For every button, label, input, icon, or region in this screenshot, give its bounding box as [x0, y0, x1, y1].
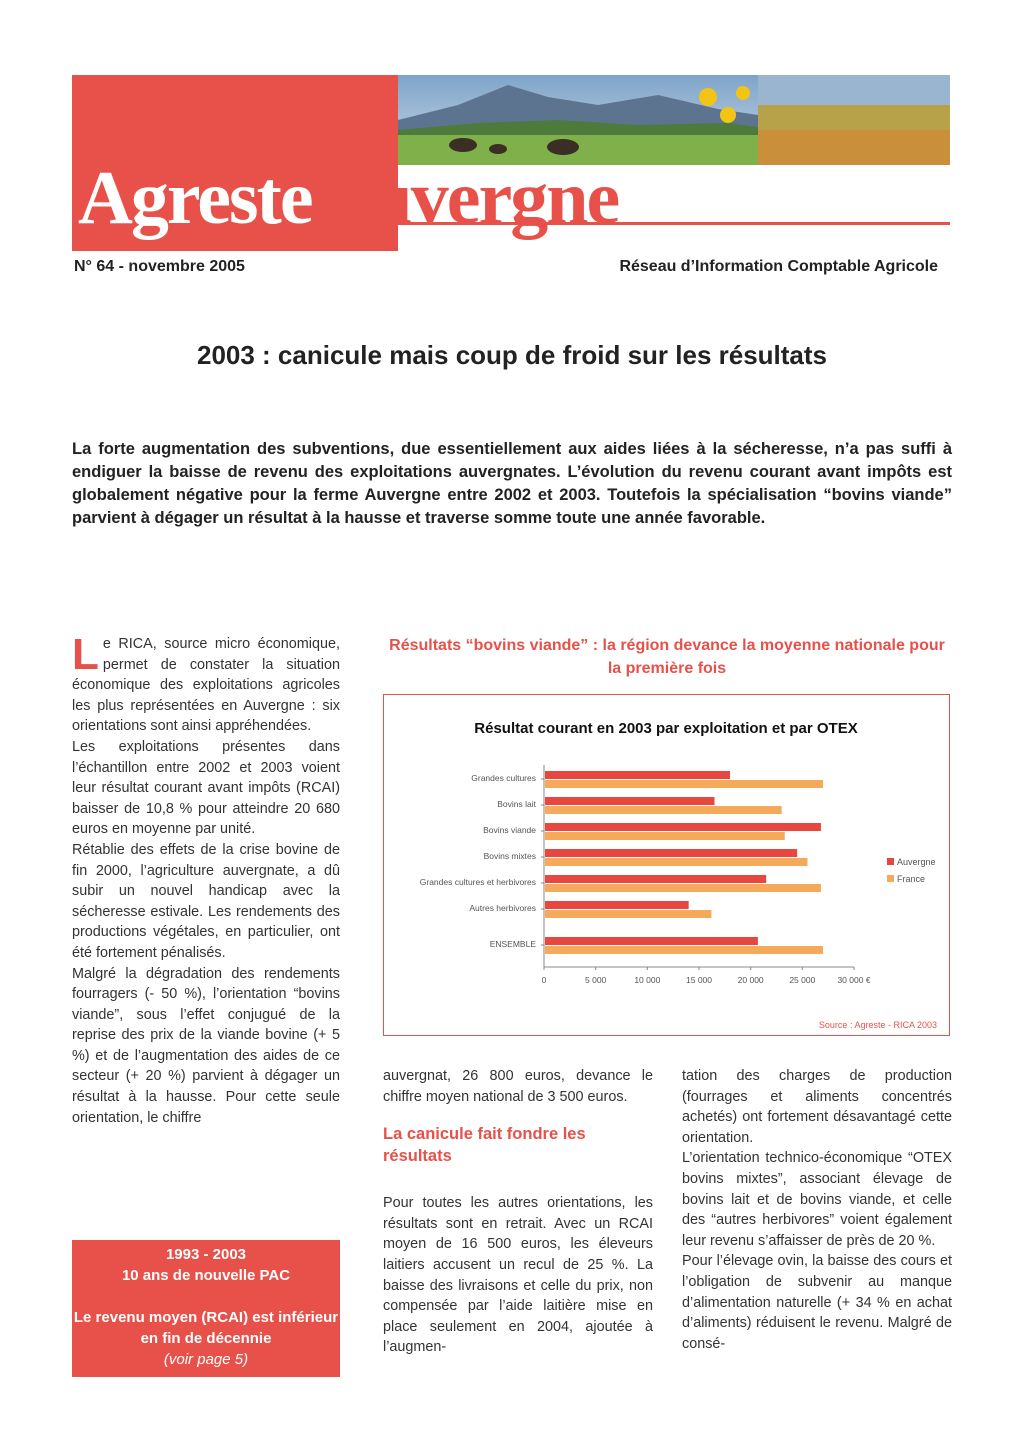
drop-cap: L — [72, 630, 99, 679]
x-tick-label: 30 000 € — [837, 975, 871, 985]
paragraph: tation des charges de production (fourrages et aliments concentrés achetés) ont fortement désavantagé cette orientation. — [682, 1068, 952, 1146]
legend-swatch-auvergne — [887, 858, 894, 865]
pac-box-subtitle: 10 ans de nouvelle PAC — [121, 1267, 291, 1284]
pac-box-years: 1993 - 2003 — [165, 1246, 247, 1263]
category-label: Grandes cultures — [471, 773, 536, 783]
chart-heading: Résultats “bovins viande” : la région devance la moyenne nationale pour la première fois — [389, 637, 945, 677]
bar-france — [545, 858, 808, 866]
legend-label-france: France — [897, 874, 926, 884]
paragraph: auvergnat, 26 800 euros, devance le chiffre moyen national de 3 500 euros. — [383, 1068, 653, 1105]
pac-box-page-link[interactable]: (voir page 5) — [163, 1351, 249, 1368]
x-tick-label: 10 000 — [634, 975, 661, 985]
legend-swatch-france — [887, 875, 894, 882]
paragraph-text: e RICA, source micro économique, permet de constater la situation économique des exploitations agricoles les plus représentées en Auvergne : six orientations sont ainsi appréhendées. — [72, 636, 340, 735]
bar-chart — [384, 695, 949, 1035]
bar-france — [545, 832, 785, 840]
bar-auvergne — [545, 875, 766, 883]
category-label: Grandes cultures et herbivores — [419, 877, 536, 887]
category-label: Bovins mixtes — [483, 851, 536, 861]
bar-france — [545, 946, 823, 954]
bar-france — [545, 806, 782, 814]
chart-frame — [383, 694, 950, 1036]
paragraph: Pour toutes les autres orientations, les résultats sont en retrait. Avec un RCAI moyen de 16 500 euros, les éleveurs laitiers accusent un recul de 25 %. La baisse des livraisons et celle du prix, non compensée par l’aide laitière mise en place seulement en 2004, ajoutée à l’augmen- — [383, 1195, 653, 1356]
bar-auvergne — [545, 901, 689, 909]
issue-number: N° 64 - novembre 2005 — [74, 258, 245, 275]
legend-label-auvergne: Auvergne — [897, 857, 936, 867]
chart-legend — [887, 857, 936, 884]
paragraph: L’orientation technico-économique “OTEX bovins mixtes”, associant élevage de bovins lait et de bovins viande, et celle des “autres herbivores” voient également leur revenu s’affaisser de près de 20 %. — [682, 1150, 952, 1249]
category-label: Autres herbivores — [469, 903, 536, 913]
x-tick-label: 20 000 — [737, 975, 764, 985]
x-tick-label: 5 000 — [585, 975, 607, 985]
article-title: 2003 : canicule mais coup de froid sur les résultats — [196, 340, 828, 370]
x-tick-label: 25 000 — [789, 975, 816, 985]
section-subheading: La canicule fait fondre les résultats — [383, 1125, 586, 1166]
brand-word-agreste: Agreste — [78, 156, 312, 240]
bar-auvergne — [545, 797, 715, 805]
chart-source: Source : Agreste - RICA 2003 — [818, 1020, 937, 1030]
article-intro: La forte augmentation des subventions, due essentiellement aux aides liées à la sécheresse, n’a pas suffi à endiguer la baisse de revenu des exploitations auvergnates. L’évolution du revenu courant avant impôts est globalement négative pour la ferme Auvergne entre 2002 et 2003. Toutefois la spécialisation “bovins viande” parvient à dégager un résultat à la hausse et traverse somme toute une année favorable. — [72, 440, 952, 527]
column-3 — [682, 1066, 952, 1354]
paragraph: Rétablie des effets de la crise bovine de fin 2000, l’agriculture auvergnate, a dû subir un nouvel handicap avec la sécheresse estivale. Les rendements des productions végétales, en particulier, ont été fortement pénalisés. — [72, 841, 340, 961]
header-landscape-photo — [398, 75, 950, 165]
paragraph: Malgré la dégradation des rendements fourragers (- 50 %), l’orientation “bovins viande”, sous l’effet conjugué de la reprise des prix de la viande bovine (+ 5 %) et de l’augmentation des aides de ce secteur (+ 20 %) parvient à dégager un résultat à la hausse. Pour cette seule orientation, le chiffre — [72, 965, 340, 1126]
bar-auvergne — [545, 849, 797, 857]
chart-title: Résultat courant en 2003 par exploitation et par OTEX — [474, 720, 858, 737]
bar-auvergne — [545, 771, 730, 779]
pac-info-box — [72, 1240, 340, 1377]
x-tick-label: 15 000 — [686, 975, 712, 985]
brand-logo — [78, 156, 619, 240]
category-label: ENSEMBLE — [489, 939, 536, 949]
bar-france — [545, 884, 821, 892]
pac-box-message: Le revenu moyen (RCAI) est inférieur en fin de décennie — [73, 1309, 339, 1347]
column-2 — [383, 1066, 653, 1358]
brand-word-auvergne: Auvergne — [317, 156, 619, 240]
paragraph — [72, 630, 340, 737]
bar-auvergne — [545, 823, 821, 831]
paragraph: Pour l’élevage ovin, la baisse des cours et l’obligation de subvenir au manque d’alimentation naturelle (+ 34 % en achat d’aliments) réduisent le revenu. Malgré de consé- — [682, 1253, 952, 1352]
bar-france — [545, 910, 711, 918]
x-tick-label: 0 — [541, 975, 547, 985]
bar-auvergne — [545, 937, 758, 945]
column-1 — [72, 630, 340, 1128]
network-name: Réseau d’Information Comptable Agricole — [619, 258, 938, 275]
category-label: Bovins lait — [497, 799, 536, 809]
paragraph: Les exploitations présentes dans l’échantillon entre 2002 et 2003 voient leur résultat courant avant impôts (RCAI) baisser de 10,8 % pour atteindre 20 680 euros en moyenne par unité. — [72, 738, 340, 838]
bar-france — [545, 780, 823, 788]
category-label: Bovins viande — [483, 825, 536, 835]
